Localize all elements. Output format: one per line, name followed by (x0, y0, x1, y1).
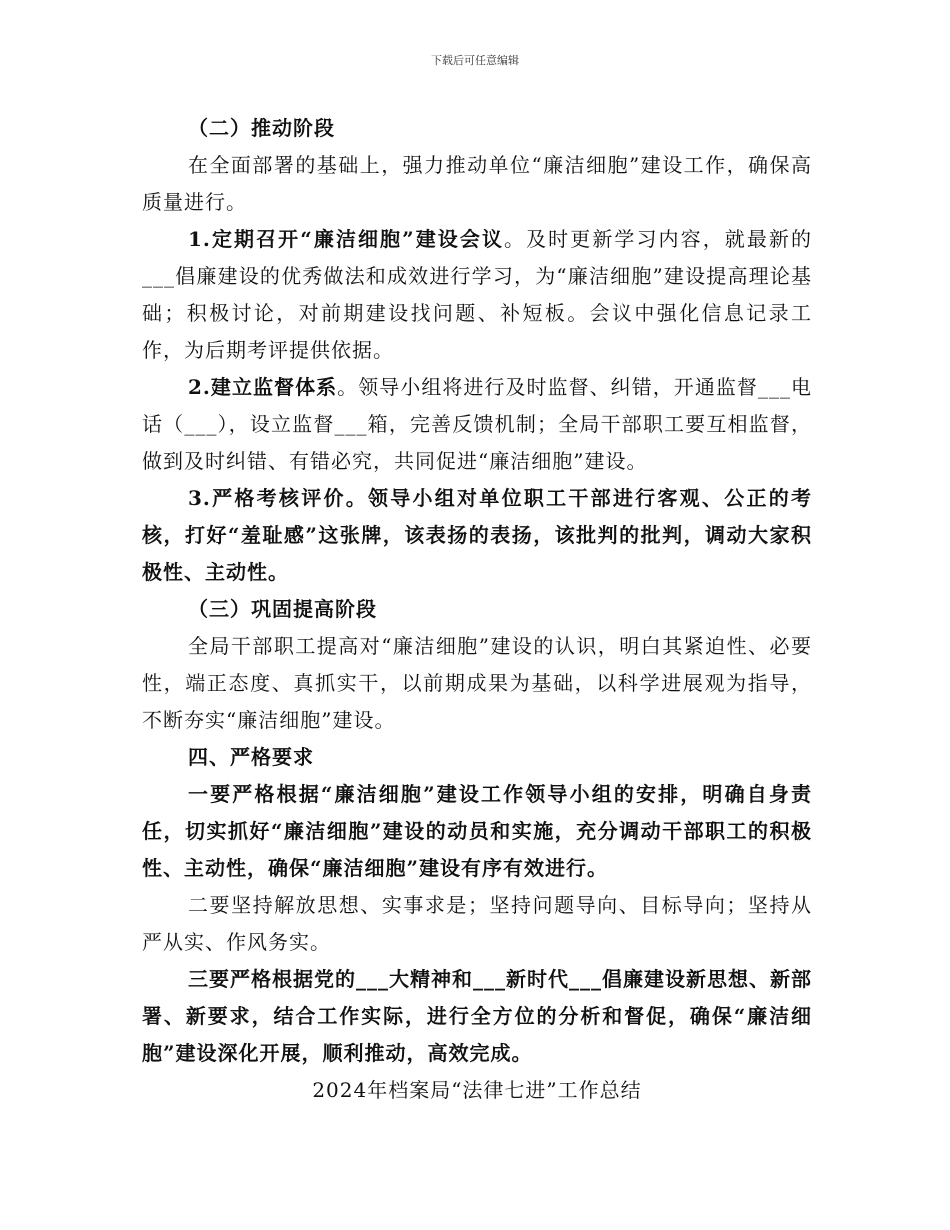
paragraph-promotion-intro: 在全面部署的基础上，强力推动单位“廉洁细胞”建设工作，确保高质量进行。 (142, 153, 812, 214)
section-heading-requirements: 四、严格要求 (188, 745, 314, 769)
item-2-title: 2.建立监督体系 (188, 375, 338, 399)
paragraph-requirement-2: 二要坚持解放思想、实事求是；坚持问题导向、目标导向；坚持从严从实、作风务实。 (142, 893, 812, 954)
paragraph-item-1 (142, 221, 812, 369)
item-2-body: 。领导小组将进行及时监督、纠错，开通监督___电话（___），设立监督___箱，完善反馈机制；全局干部职工要互相监督，做到及时纠错、有错必究，共同促进“廉洁细胞”建设。 (142, 375, 812, 473)
paragraph-consolidation-body: 全局干部职工提高对“廉洁细胞”建设的认识，明白其紧迫性、必要性，端正态度、真抓实干，以前期成果为基础，以科学进展观为指导，不断夯实“廉洁细胞”建设。 (142, 634, 812, 732)
section-heading-consolidation: （三）巩固提高阶段 (188, 597, 377, 621)
section-heading-promotion: （二）推动阶段 (188, 116, 335, 140)
paragraph-requirement-1: 一要严格根据“廉洁细胞”建设工作领导小组的安排，明确自身责任，切实抓好“廉洁细胞”建设的动员和实施，充分调动干部职工的积极性、主动性，确保“廉洁细胞”建设有序有效进行。 (142, 782, 812, 880)
document-body (142, 110, 812, 1109)
next-document-title: 2024年档案局“法律七进”工作总结 (312, 1078, 642, 1102)
page-header-note: 下载后可任意编辑 (431, 54, 519, 67)
item-1-title: 1.定期召开“廉洁细胞”建设会议 (188, 227, 505, 251)
paragraph-requirement-3: 三要严格根据党的___大精神和___新时代___倡廉建设新思想、新部署、新要求，结合工作实际，进行全方位的分析和督促，确保“廉洁细胞”建设深化开展，顺利推动，高效完成。 (142, 967, 812, 1065)
paragraph-item-2 (142, 369, 812, 480)
paragraph-item-3: 3.严格考核评价。领导小组对单位职工干部进行客观、公正的考核，打好“羞耻感”这张牌，该表扬的表扬，该批判的批判，调动大家积极性、主动性。 (142, 486, 812, 584)
item-1-body: 。及时更新学习内容，就最新的___倡廉建设的优秀做法和成效进行学习，为“廉洁细胞”建设提高理论基础；积极讨论，对前期建设找问题、补短板。会议中强化信息记录工作，为后期考评提供依据。 (142, 227, 813, 362)
